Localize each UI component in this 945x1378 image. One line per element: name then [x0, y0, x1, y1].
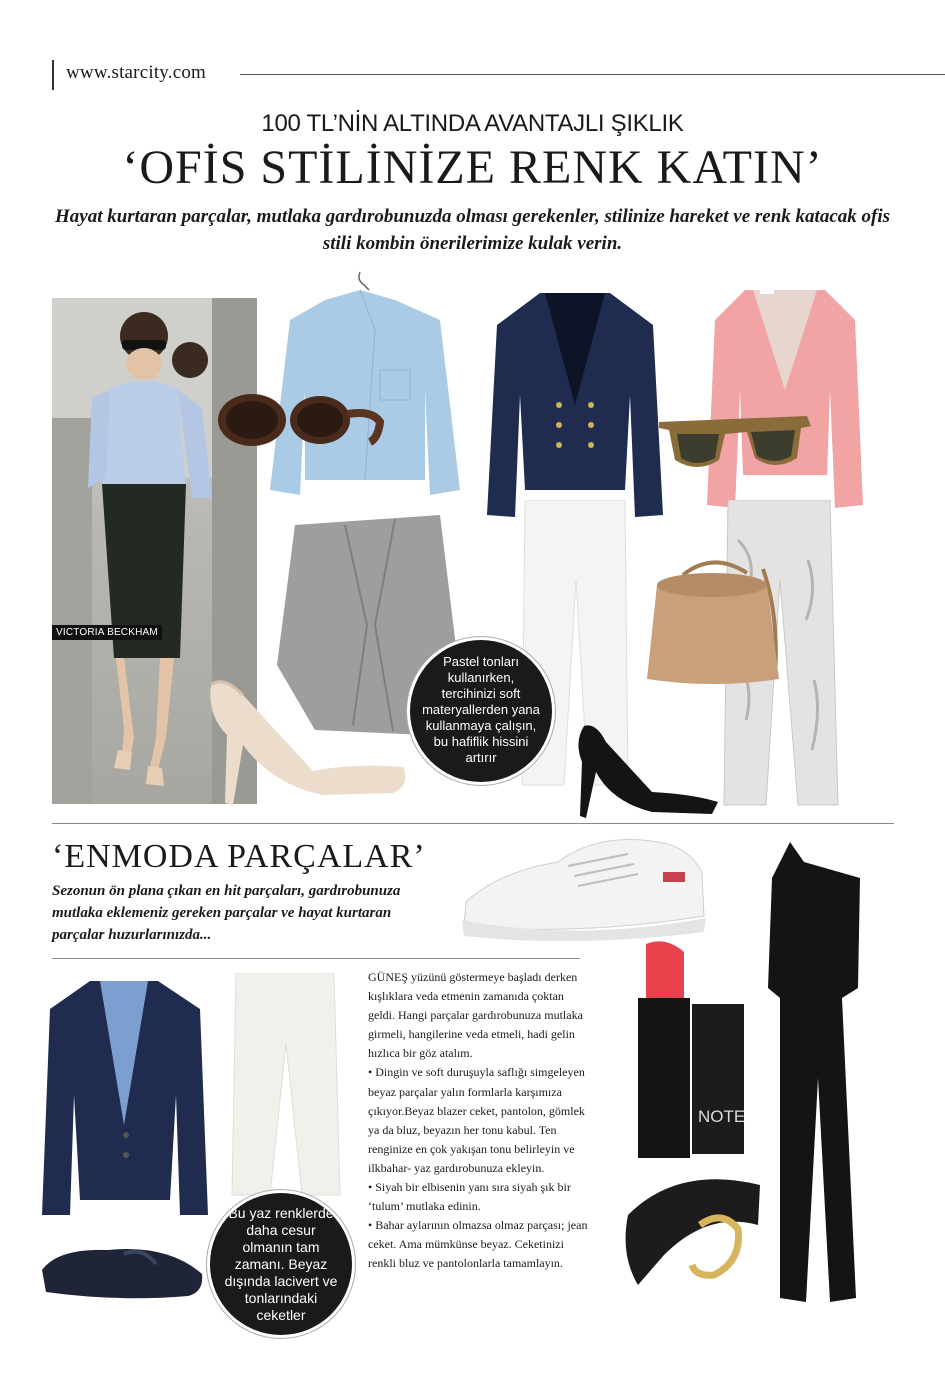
section-rule-lower: [52, 958, 580, 959]
tortoise-wayfarer-sunglasses: [657, 414, 813, 474]
tip-bubble-navy: Bu yaz renklerde daha cesur olmanın tam zamanı. Beyaz dışında lacivert ve tonlarındaki ceketler: [210, 1193, 352, 1335]
header-rule-vertical: [52, 60, 54, 90]
section-subtitle: Sezonun ön plana çıkan en hit parçaları, gardırobunuza mutlaka eklemeniz gereken parçalar ve hayat kurtaran parçalar huzurlarınızda...: [52, 883, 401, 943]
feature-headline: ‘OFİS STİLİNİZE RENK KATIN’: [122, 141, 823, 194]
black-cuff-bracelet: [618, 1165, 768, 1305]
pink-blazer: [705, 280, 865, 510]
section-rule: [52, 823, 894, 824]
red-lipstick: [636, 938, 746, 1160]
feature-kicker: 100 TL’NİN ALTINDA AVANTAJLI ŞIKLIK: [261, 110, 684, 137]
white-sneaker: [458, 832, 708, 944]
tan-bucket-bag: [643, 555, 783, 687]
nude-pumps: [203, 675, 413, 805]
site-url[interactable]: www.starcity.com: [66, 62, 207, 83]
section-title: ‘ENMODA PARÇALAR’: [52, 838, 426, 875]
article-paragraph: • Dingin ve soft duruşuyla saflığı simgeleyen beyaz parçalar yalın formlarla karşımıza çıkıyor.Beyaz blazer ceket, pantolon, gömlek ya da bluz, beyazın her tonu kabul. Ten renginize en çok yakışan tonu belirleyin ve ilkbahar- yaz gardırobunuza ekleyin.: [368, 1065, 585, 1175]
tortoise-sunglasses: [212, 392, 384, 454]
white-chino-trousers: [228, 973, 343, 1198]
lipstick-brand: NOTE: [698, 1107, 746, 1126]
black-pumps: [572, 722, 720, 818]
feature-intro: Hayat kurtaran parçalar, mutlaka gardırobunuzda olması gerekenler, stilinize hareket ve renk katacak ofis stili kombin önerilerimize kulak verin.: [54, 206, 891, 254]
article-paragraph: GÜNEŞ yüzünü göstermeye başladı derken kışlıklara veda etmenin zamanıda çoktan geldi. Hangi parçalar gardırobunuza mutlaka girmeli, hangilerine veda etmeli, hadi gelin hızlıca bir göz atalım.: [368, 970, 583, 1061]
article-paragraph: • Siyah bir elbisenin yanı sıra siyah şık bir ‘tulum’ mutlaka edinin.: [368, 1180, 571, 1214]
tip-bubble-pastel: Pastel tonları kullanırken, tercihinizi soft materyallerden yana kullanmaya çalışın, bu hafiflik hissini artırır: [410, 640, 552, 782]
article-body: [368, 968, 590, 1274]
navy-blazer: [485, 285, 665, 520]
navy-men-blazer: [40, 975, 210, 1220]
photo-caption: VICTORIA BECKHAM: [52, 625, 162, 640]
black-jumpsuit: [760, 838, 875, 1308]
navy-loafer: [38, 1240, 206, 1302]
article-paragraph: • Bahar aylarının olmazsa olmaz parçası; jean ceket. Ama mümkünse beyaz. Ceketinizi renkli bluz ve pantolonlarla tamamlayın.: [368, 1218, 588, 1271]
header-rule: [240, 74, 945, 75]
light-blue-shirt: [265, 270, 465, 510]
